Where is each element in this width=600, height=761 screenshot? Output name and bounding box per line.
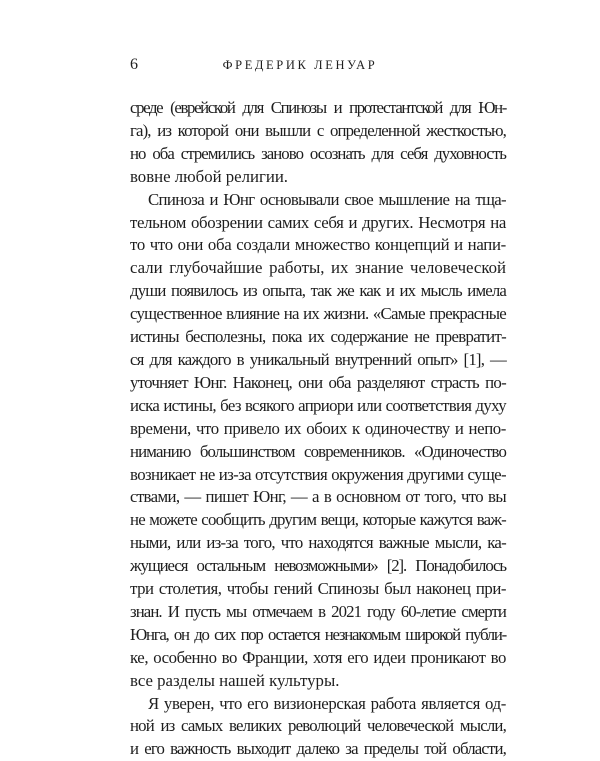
text-line: вовне любой религии. — [130, 166, 288, 186]
text-line: то что они оба создали множество концепций и напи- — [130, 235, 506, 255]
running-title: ФРЕДЕРИК ЛЕНУАР — [222, 58, 378, 72]
text-line: ствами, — пишет Юнг, — а в основном от того, что вы — [130, 487, 506, 507]
text-line: ся для каждого в уникальный внутренний опыт» [1], — — [130, 349, 506, 369]
text-line: га), из которой они вышли с определенной жесткостью, — [130, 120, 506, 140]
text-line: сали глубочайшие работы, их знание человеческой — [130, 258, 506, 278]
text-line: и его важность выходит далеко за пределы той области, — [130, 739, 506, 759]
text-line: тельном обозрении самих себя и других. Несмотря на — [130, 212, 506, 232]
text-line: знан. И пусть мы отмечаем в 2021 году 60-летие смерти — [130, 601, 506, 621]
text-line: уточняет Юнг. Наконец, они оба разделяют страсть по- — [130, 372, 506, 392]
paragraph-3 — [130, 693, 506, 761]
text-line: ной из самых великих революций человеческой мысли, — [130, 716, 506, 736]
text-line: среде (еврейской для Спинозы и протестантской для Юн- — [130, 98, 506, 117]
text-line: иска истины, без всякого априори или соответствия духу — [130, 395, 506, 415]
text-line: не можете сообщить другим вещи, которые кажутся важ- — [130, 510, 506, 530]
text-line: Юнга, он до сих пор остается незнакомым широкой публи- — [130, 624, 506, 644]
text-line: ке, особенно во Франции, хотя его идеи проникают во — [130, 647, 506, 667]
text-line: истины бесполезны, пока их содержание не превратит- — [130, 327, 506, 347]
text-line: времени, что привело их обоих к одиночеству и непо- — [130, 418, 506, 438]
paragraph-1 — [130, 97, 506, 189]
text-line: души появилось из опыта, так же как и их мысль имела — [130, 281, 506, 301]
paragraph-2 — [130, 189, 506, 693]
text-line: но оба стремились заново осознать для себя духовность — [130, 143, 506, 163]
text-line: все разделы нашей культуры. — [130, 670, 340, 690]
page-number: 6 — [130, 56, 138, 73]
text-line: три столетия, чтобы гений Спинозы был наконец при- — [130, 579, 506, 599]
text-line: Спиноза и Юнг основывали свое мышление на тща- — [148, 189, 506, 209]
body-text — [130, 97, 506, 761]
text-line: ниманию большинством современников. «Одиночество — [130, 441, 506, 461]
text-line: существенное влияние на их жизни. «Самые прекрасные — [130, 304, 506, 324]
text-line: Я уверен, что его визионерская работа является од- — [148, 693, 506, 713]
text-line: ными, или из-за того, что находятся важные мысли, ка- — [130, 533, 506, 553]
text-line: возникает не из-за отсутствия окружения другими суще- — [130, 464, 506, 484]
text-line: жущиеся остальным невозможными» [2]. Понадобилось — [130, 556, 506, 576]
